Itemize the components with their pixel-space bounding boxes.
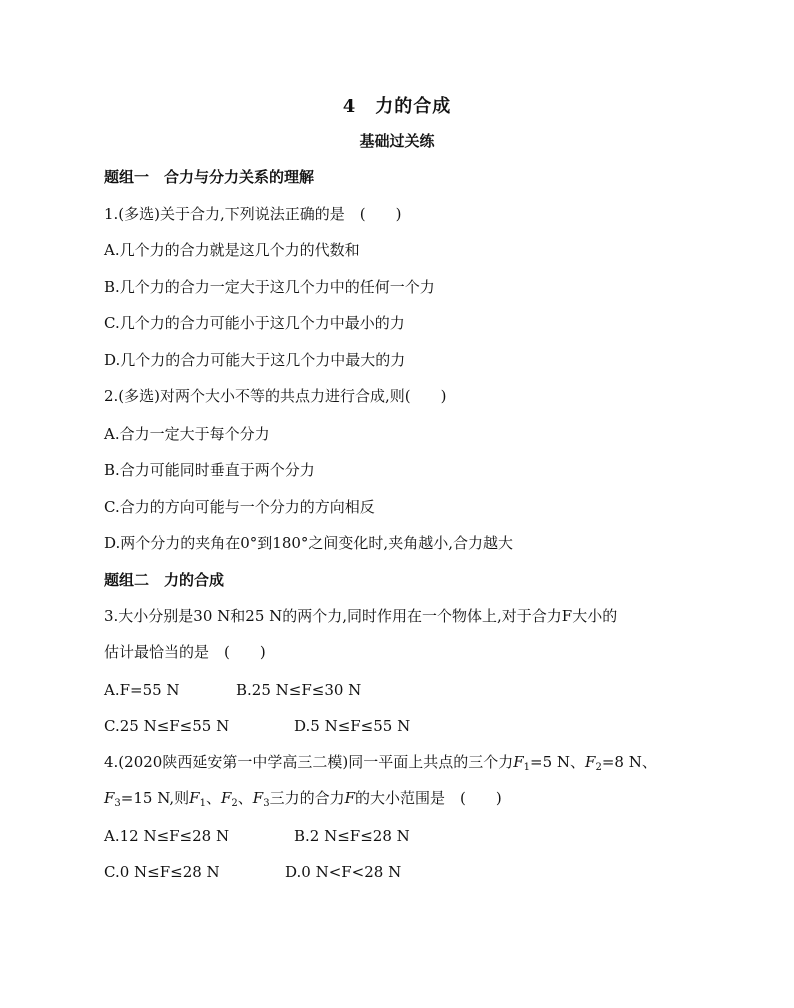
q1-option-a: A.几个力的合力就是这几个力的代数和 bbox=[104, 241, 360, 259]
q4-f2-ref-sub: 2 bbox=[231, 798, 238, 809]
q2-option-b: B.合力可能同时垂直于两个分力 bbox=[104, 461, 315, 479]
q1-option-b: B.几个力的合力一定大于这几个力中的任何一个力 bbox=[104, 278, 435, 296]
q3-option-b: B.25 N≤F≤30 N bbox=[236, 681, 362, 699]
q4-f1-ref: F bbox=[189, 789, 200, 807]
q4-stem-line2 bbox=[104, 788, 502, 814]
q4-mid-text: 三力的合力 bbox=[269, 789, 345, 807]
q1-option-c: C.几个力的合力可能小于这几个力中最小的力 bbox=[104, 314, 405, 332]
q3-stem-line2: 估计最恰当的是 ( ) bbox=[104, 643, 266, 661]
q4-sep-1: 、 bbox=[205, 789, 221, 807]
q1-option-d: D.几个力的合力可能大于这几个力中最大的力 bbox=[104, 351, 406, 369]
group2-heading: 题组二 力的合成 bbox=[104, 571, 225, 589]
q4-f1-value: =5 N、 bbox=[530, 753, 586, 771]
q4-f2-value: =8 N、 bbox=[601, 753, 657, 771]
q4-f3-value: =15 N,则 bbox=[120, 789, 190, 807]
page-subtitle: 基础过关练 bbox=[359, 132, 435, 150]
q4-option-c: C.0 N≤F≤28 N bbox=[104, 863, 220, 881]
q4-option-a: A.12 N≤F≤28 N bbox=[104, 827, 230, 845]
q4-f3-symbol: F bbox=[104, 789, 115, 807]
q4-f2-ref: F bbox=[220, 789, 232, 807]
q4-option-d: D.0 N<F<28 N bbox=[285, 863, 402, 881]
q3-option-a: A.F=55 N bbox=[104, 681, 180, 699]
q2-option-c: C.合力的方向可能与一个分力的方向相反 bbox=[104, 498, 375, 516]
page-title: 4 力的合成 bbox=[342, 96, 452, 117]
q4-f1-ref-sub: 1 bbox=[199, 798, 206, 809]
q4-f3-ref: F bbox=[252, 789, 264, 807]
q4-stem-prefix: 4.(2020陕西延安第一中学高三二模)同一平面上共点的三个力 bbox=[104, 753, 514, 771]
q1-stem: 1.(多选)关于合力,下列说法正确的是 ( ) bbox=[104, 205, 402, 223]
q4-f2-subscript: 2 bbox=[595, 762, 602, 773]
q4-f1-symbol: F bbox=[513, 753, 524, 771]
q3-stem-line1: 3.大小分别是30 N和25 N的两个力,同时作用在一个物体上,对于合力F大小的 bbox=[104, 607, 618, 625]
q4-f1-subscript: 1 bbox=[523, 762, 530, 773]
group1-heading: 题组一 合力与分力关系的理解 bbox=[104, 168, 315, 186]
q2-option-a: A.合力一定大于每个分力 bbox=[104, 425, 270, 443]
q3-option-c: C.25 N≤F≤55 N bbox=[104, 717, 230, 735]
q4-f-symbol: F bbox=[344, 789, 356, 807]
q4-f3-subscript: 3 bbox=[114, 798, 121, 809]
q4-stem-line1 bbox=[104, 752, 657, 778]
q4-f3-ref-sub: 3 bbox=[263, 798, 270, 809]
q2-stem: 2.(多选)对两个大小不等的共点力进行合成,则( ) bbox=[104, 387, 447, 405]
q4-sep-2: 、 bbox=[237, 789, 253, 807]
q3-option-d: D.5 N≤F≤55 N bbox=[294, 717, 411, 735]
q4-f2-symbol: F bbox=[585, 753, 596, 771]
q4-end-text: 的大小范围是 ( ) bbox=[355, 789, 502, 807]
q2-option-d: D.两个分力的夹角在0°到180°之间变化时,夹角越小,合力越大 bbox=[104, 534, 513, 552]
q4-option-b: B.2 N≤F≤28 N bbox=[294, 827, 410, 845]
